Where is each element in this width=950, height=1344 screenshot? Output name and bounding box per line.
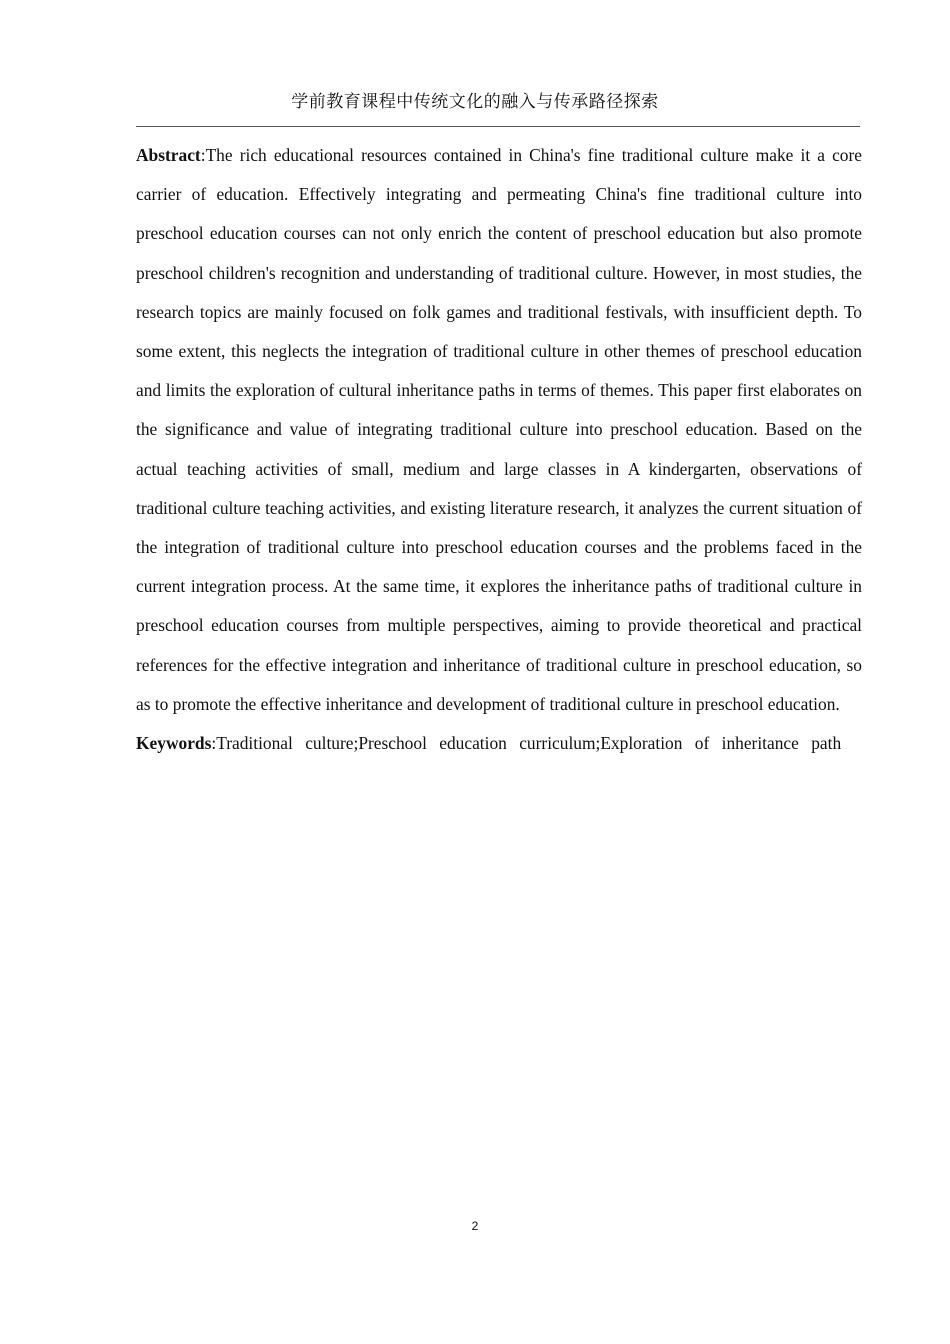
abstract-text: The rich educational resources contained in China's fine traditional culture make it a core carrier of education. Effectively integrating and permeating China's fine traditional culture into preschool education courses can not only enrich the content of preschool education but also promote preschool children's recognition and understanding of traditional culture. However, in most studies, the research topics are mainly focused on folk games and traditional festivals, with insufficient depth. To some extent, this neglects the integration of traditional culture in other themes of preschool education and limits the exploration of cultural inheritance paths in terms of themes. This paper first elaborates on the significance and value of integrating traditional culture into preschool education. Based on the actual teaching activities of small, medium and large classes in A kindergarten, observations of traditional culture teaching activities, and existing literature research, it analyzes the current situation of the integration of traditional culture into preschool education courses and the problems faced in the current integration process. At the same time, it explores the inheritance paths of traditional culture in preschool education courses from multiple perspectives, aiming to provide theoretical and practical references for the effective integration and inheritance of traditional culture in preschool education, so as to promote the effective inheritance and development of traditional culture in preschool education. <box>136 145 862 714</box>
keywords-text: Traditional culture;Preschool education curriculum;Exploration of inheritance path <box>216 733 842 754</box>
keywords-label: Keywords <box>136 733 212 754</box>
page-number: 2 <box>471 1219 479 1233</box>
abstract-section <box>136 136 862 763</box>
header-divider <box>136 126 860 127</box>
abstract-paragraph <box>136 136 862 724</box>
running-header-title: 学前教育课程中传统文化的融入与传承路径探索 <box>291 92 659 112</box>
abstract-label: Abstract <box>136 145 201 165</box>
keywords-separator: : <box>211 733 217 754</box>
keywords-paragraph <box>136 724 862 763</box>
abstract-separator: : <box>200 145 206 165</box>
